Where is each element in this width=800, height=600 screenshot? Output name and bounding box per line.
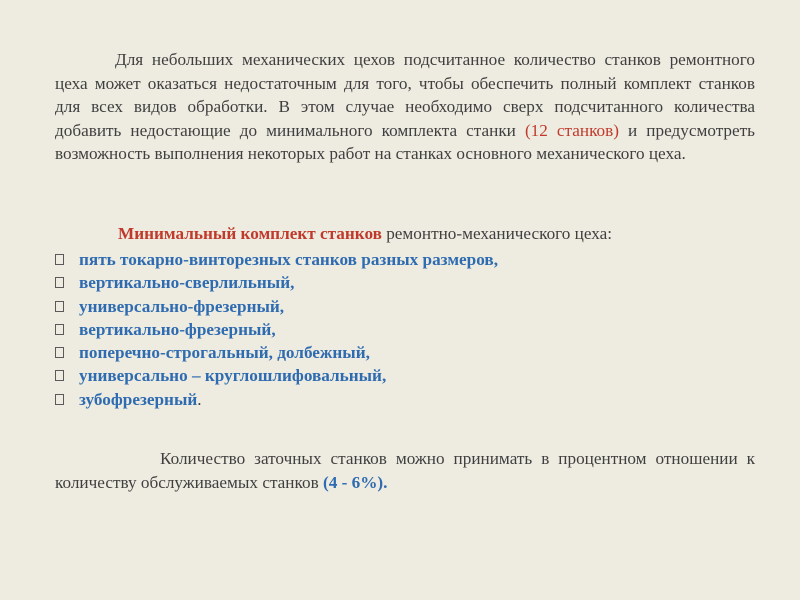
checkbox-bullet-icon [55, 301, 64, 312]
machine-list [55, 248, 755, 411]
list-item-text: вертикально-фрезерный, [79, 319, 276, 339]
list-item-suffix: . [197, 389, 202, 409]
intro-paragraph [55, 48, 755, 166]
list-item-text: зубофрезерный [79, 389, 198, 409]
list-item [55, 364, 755, 387]
list-item-text: вертикально-сверлильный, [79, 273, 295, 293]
percentage-highlight: (4 - 6%). [322, 472, 388, 492]
checkbox-bullet-icon [55, 254, 64, 265]
list-item-text: поперечно-строгальный, долбежный, [79, 343, 370, 363]
list-heading-highlight: Минимальный комплект станков [118, 224, 382, 243]
checkbox-bullet-icon [55, 347, 64, 358]
checkbox-bullet-icon [55, 394, 64, 405]
list-item [55, 341, 755, 364]
sharpening-paragraph [55, 447, 755, 494]
list-item [55, 388, 755, 411]
list-heading-rest: ремонтно-механического цеха: [381, 224, 613, 243]
list-item [55, 271, 755, 294]
list-item [55, 318, 755, 341]
sharpening-text: Количество заточных станков можно принимать в процентном отношении к количеству обслуживаемых станков [55, 449, 755, 492]
list-item-text: пять токарно-винторезных станков разных размеров, [79, 250, 498, 269]
machine-count-highlight: (12 станков) [524, 120, 619, 140]
list-item-text: универсально – круглошлифовальный, [79, 366, 387, 386]
list-heading [118, 222, 612, 246]
list-item [55, 248, 755, 271]
list-item [55, 295, 755, 318]
intro-text-before: Для небольших механических цехов подсчитанное количество станков ремонтного цеха может оказаться недостаточным для того, чтобы обеспечить полный комплект станков для всех видов обработки. В этом случае необходимо сверх подсчитанного количества добавить недостающие до минимального комплекта станки [55, 50, 755, 140]
intro-text-after: и предусмотреть возможность выполнения некоторых работ на станках основного механического цеха. [55, 120, 755, 164]
checkbox-bullet-icon [55, 277, 64, 288]
checkbox-bullet-icon [55, 324, 64, 335]
checkbox-bullet-icon [55, 370, 64, 381]
list-item-text: универсально-фрезерный, [79, 296, 285, 316]
